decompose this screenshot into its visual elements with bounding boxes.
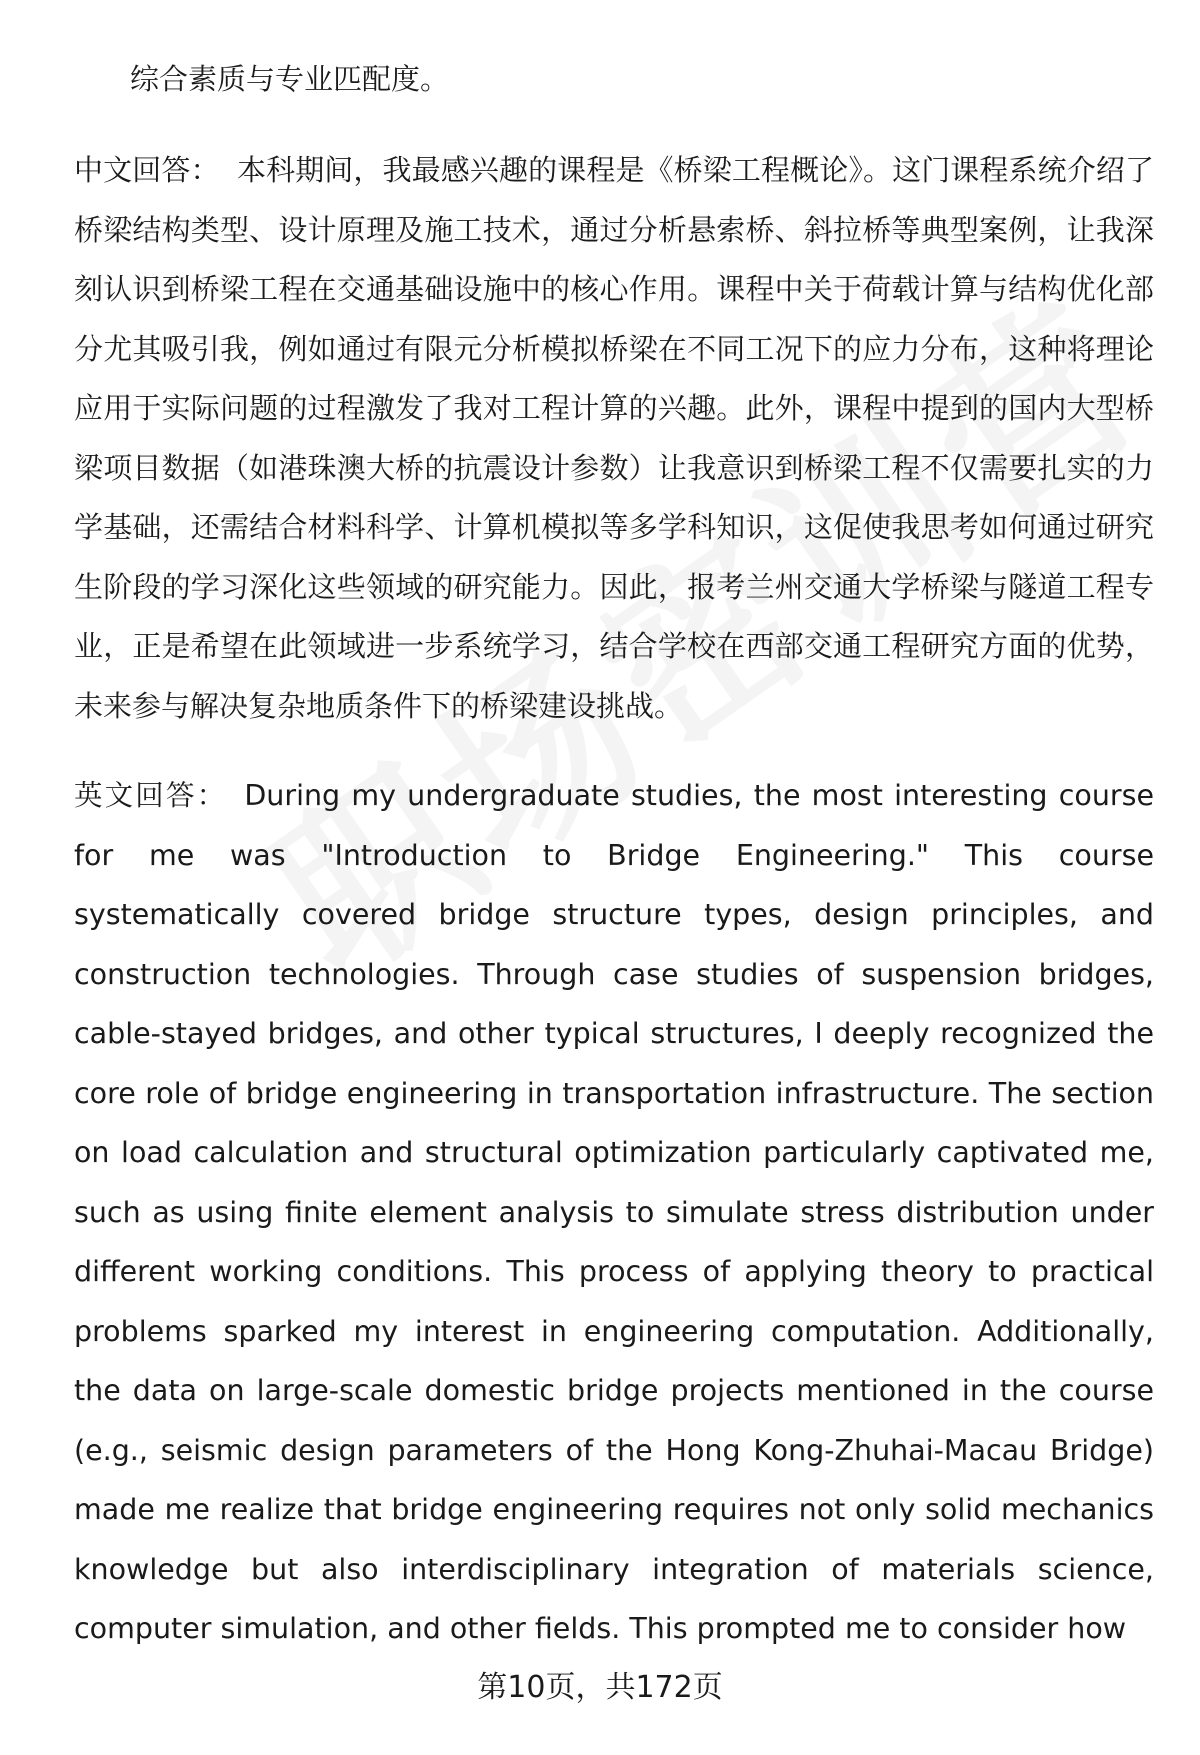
chinese-answer-label: 中文回答： xyxy=(74,153,220,187)
english-answer-text: During my undergraduate studies, the most interesting course for me was "Introduction to Bridge Engineering." This course systematically covered bridge structure types, design principles, and construction technologies. Through case studies of suspension bridges, cable-stayed bridges, and other typical structures, I deeply recognized the core role of bridge engineering in transportation infrastructure. The section on load calculation and structural optimization particularly captivated me, such as using finite element analysis to simulate stress distribution under different working conditions. This process of applying theory to practical problems sparked my interest in engineering computation. Additionally, the data on large-scale domestic bridge projects mentioned in the course (e.g., seismic design parameters of the Hong Kong-Zhuhai-Macau Bridge) made me realize that bridge engineering requires not only solid mechanics knowledge but also interdisciplinary integration of materials science, computer simulation, and other fields. This prompted me to consider how xyxy=(74,779,1154,1645)
english-answer-label: 英文回答： xyxy=(74,779,228,812)
page-number-footer: 第10页，共172页 xyxy=(477,1670,723,1705)
continuation-paragraph: 综合素质与专业匹配度。 xyxy=(130,62,450,96)
english-answer-paragraph xyxy=(74,766,1154,1659)
chinese-answer-text: 本科期间，我最感兴趣的课程是《桥梁工程概论》。这门课程系统介绍了桥梁结构类型、设计原理及施工技术，通过分析悬索桥、斜拉桥等典型案例，让我深刻认识到桥梁工程在交通基础设施中的核心作用。课程中关于荷载计算与结构优化部分尤其吸引我，例如通过有限元分析模拟桥梁在不同工况下的应力分布，这种将理论应用于实际问题的过程激发了我对工程计算的兴趣。此外，课程中提到的国内大型桥梁项目数据（如港珠澳大桥的抗震设计参数）让我意识到桥梁工程不仅需要扎实的力学基础，还需结合材料科学、计算机模拟等多学科知识，这促使我思考如何通过研究生阶段的学习深化这些领域的研究能力。因此，报考兰州交通大学桥梁与隧道工程专业，正是希望在此领域进一步系统学习，结合学校在西部交通工程研究方面的优势，未来参与解决复杂地质条件下的桥梁建设挑战。 xyxy=(74,153,1154,723)
chinese-answer-paragraph xyxy=(74,141,1154,736)
